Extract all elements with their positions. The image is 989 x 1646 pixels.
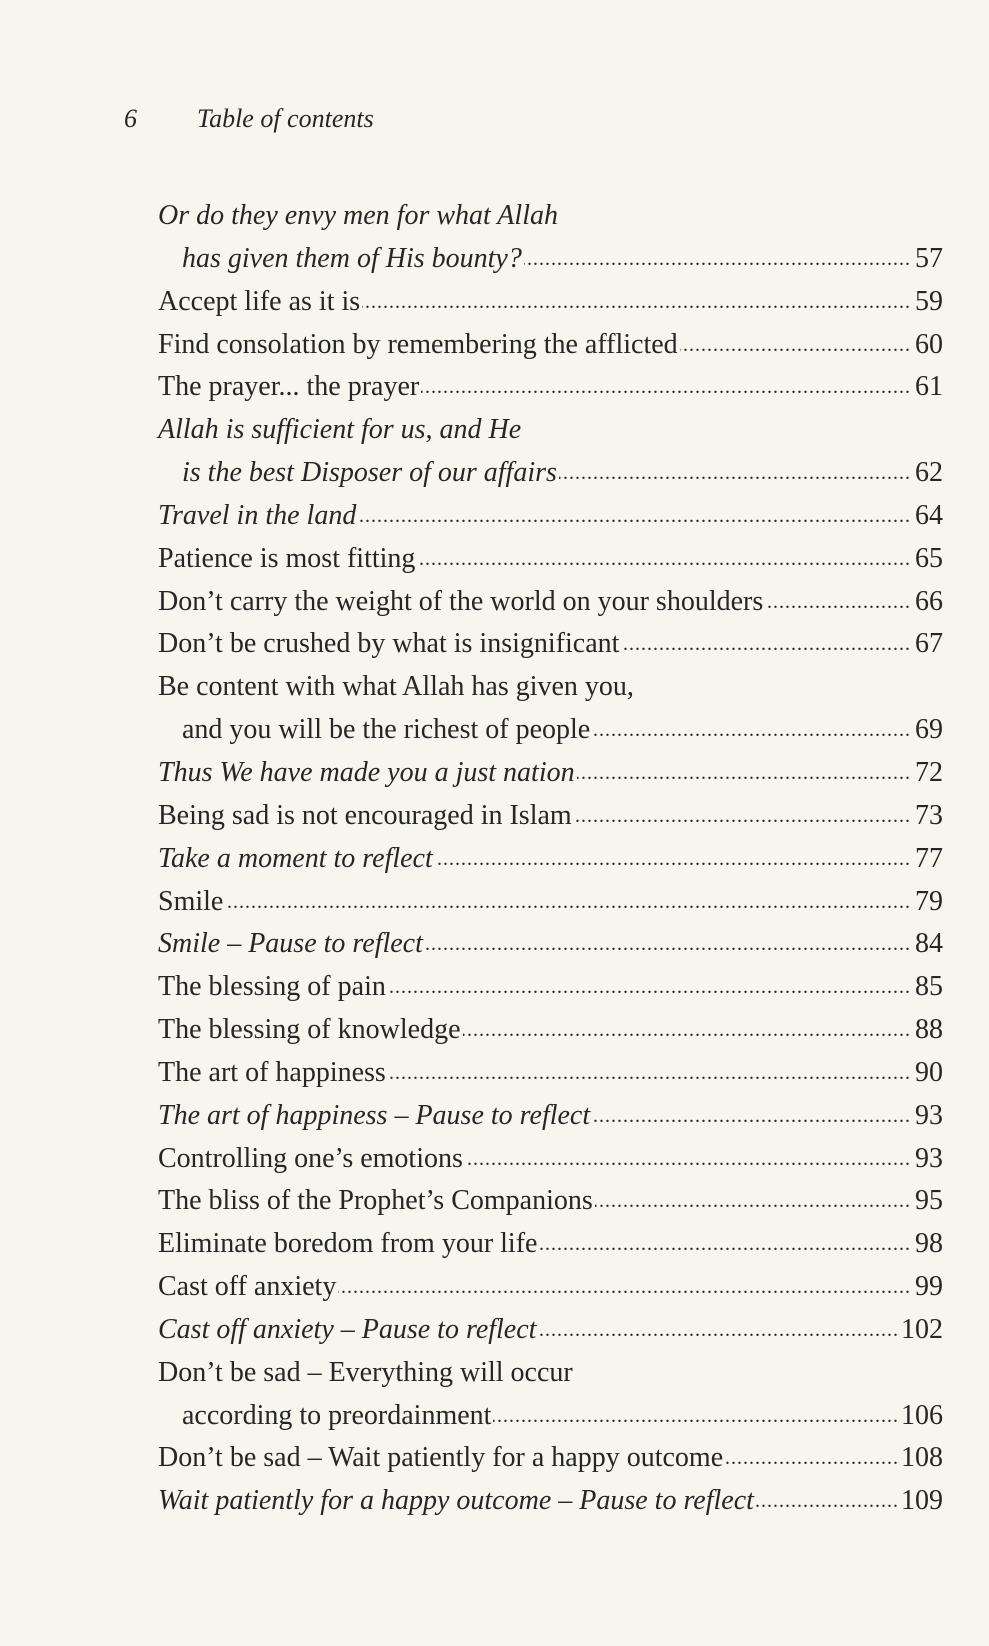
toc-entry[interactable] [158, 495, 943, 538]
entry-page-number: 65 [915, 542, 943, 574]
entry-title: Don’t carry the weight of the world on your shoulders [158, 585, 764, 617]
toc-line [158, 666, 943, 709]
toc-entry[interactable] [158, 923, 943, 966]
toc-entry[interactable] [158, 1095, 943, 1138]
dot-leader [425, 923, 911, 966]
entry-title: Be content with what Allah has given you, [158, 671, 634, 703]
toc-line [158, 623, 943, 666]
entry-title: Take a moment to reflect [158, 842, 433, 874]
toc-entry[interactable] [158, 795, 943, 838]
entry-title: Being sad is not encouraged in Islam [158, 799, 572, 831]
entry-page-number: 108 [901, 1442, 943, 1474]
dot-leader [338, 1266, 911, 1309]
dot-leader [524, 238, 911, 281]
entry-title: Don’t be sad – Everything will occur [158, 1356, 573, 1388]
entry-title: Wait patiently for a happy outcome – Pause to reflect [158, 1485, 754, 1517]
entry-page-number: 61 [915, 371, 943, 403]
entry-page-number: 84 [915, 928, 943, 960]
entry-title: Cast off anxiety – Pause to reflect [158, 1313, 537, 1345]
toc-entry[interactable] [158, 366, 943, 409]
entry-title: Find consolation by remembering the afflicted [158, 328, 678, 360]
toc-entry[interactable] [158, 1180, 943, 1223]
dot-leader [577, 752, 911, 795]
dot-leader [559, 452, 911, 495]
toc-entry[interactable] [158, 409, 943, 495]
toc-entry[interactable] [158, 281, 943, 324]
entry-title: according to preordainment [182, 1399, 492, 1431]
dot-leader [388, 966, 911, 1009]
entry-title: The blessing of knowledge [158, 1014, 461, 1046]
toc-entry[interactable] [158, 195, 943, 281]
dot-leader [756, 1480, 899, 1523]
toc-line [158, 495, 943, 538]
toc-line [158, 324, 943, 367]
entry-page-number: 85 [915, 971, 943, 1003]
toc-entry[interactable] [158, 581, 943, 624]
dot-leader [725, 1437, 899, 1480]
toc-line [158, 452, 943, 495]
dot-leader [539, 1223, 911, 1266]
toc-entry[interactable] [158, 1009, 943, 1052]
entry-title: has given them of His bounty? [182, 242, 522, 274]
toc-line [158, 1223, 943, 1266]
dot-leader [465, 1138, 911, 1181]
toc-entry[interactable] [158, 966, 943, 1009]
entry-title: Travel in the land [158, 499, 357, 531]
dot-leader [417, 538, 911, 581]
toc-line [158, 1395, 943, 1438]
entry-title: The blessing of pain [158, 971, 386, 1003]
entry-page-number: 109 [901, 1485, 943, 1517]
entry-page-number: 77 [915, 842, 943, 874]
entry-page-number: 95 [915, 1185, 943, 1217]
dot-leader [388, 1052, 911, 1095]
toc-line [158, 923, 943, 966]
toc-entry[interactable] [158, 1352, 943, 1438]
entry-title: and you will be the richest of people [182, 714, 591, 746]
toc-entry[interactable] [158, 752, 943, 795]
entry-title: Or do they envy men for what Allah [158, 200, 558, 231]
entry-title: The art of happiness [158, 1056, 386, 1088]
toc-entry[interactable] [158, 1437, 943, 1480]
entry-page-number: 93 [915, 1099, 943, 1131]
toc-line [158, 881, 943, 924]
dot-leader [538, 1309, 899, 1352]
dot-leader [463, 1009, 912, 1052]
toc-entry[interactable] [158, 666, 943, 752]
toc-line [158, 366, 943, 409]
dot-leader [592, 1095, 911, 1138]
entry-page-number: 60 [915, 328, 943, 360]
entry-page-number: 98 [915, 1228, 943, 1260]
entry-page-number: 88 [915, 1014, 943, 1046]
toc-entry[interactable] [158, 324, 943, 367]
entry-page-number: 90 [915, 1056, 943, 1088]
toc-entry[interactable] [158, 838, 943, 881]
toc-entry[interactable] [158, 1266, 943, 1309]
entry-page-number: 67 [915, 628, 943, 660]
entry-page-number: 57 [915, 242, 943, 274]
entry-title: is the best Disposer of our affairs [182, 457, 557, 489]
toc-line [158, 1095, 943, 1138]
entry-page-number: 69 [915, 714, 943, 746]
dot-leader [362, 281, 911, 324]
toc-line [158, 1180, 943, 1223]
toc-line [158, 1309, 943, 1352]
toc-entry[interactable] [158, 881, 943, 924]
toc-entry[interactable] [158, 1480, 943, 1523]
dot-leader [680, 324, 911, 367]
entry-title: Accept life as it is [158, 285, 361, 317]
toc-entry[interactable] [158, 1138, 943, 1181]
toc-line [158, 1266, 943, 1309]
toc-entry[interactable] [158, 623, 943, 666]
toc-line [158, 409, 943, 452]
toc-line [158, 281, 943, 324]
entry-page-number: 59 [915, 285, 943, 317]
dot-leader [225, 881, 911, 924]
dot-leader [765, 581, 911, 624]
entry-title: Patience is most fitting [158, 542, 416, 574]
toc-line [158, 838, 943, 881]
toc-entry[interactable] [158, 1309, 943, 1352]
toc-line [158, 1138, 943, 1181]
entry-page-number: 93 [915, 1142, 943, 1174]
entry-title: Don’t be crushed by what is insignificant [158, 628, 620, 660]
entry-title: Smile – Pause to reflect [158, 928, 423, 960]
entry-title: Smile [158, 885, 224, 917]
dot-leader [592, 709, 911, 752]
entry-title: Don’t be sad – Wait patiently for a happy outcome [158, 1442, 724, 1474]
entry-title: Eliminate boredom from your life [158, 1228, 538, 1260]
entry-page-number: 62 [915, 457, 943, 489]
toc-line [158, 752, 943, 795]
running-header: Table of contents [197, 104, 374, 133]
dot-leader [595, 1180, 911, 1223]
toc-line [158, 709, 943, 752]
page-number: 6 [124, 104, 137, 133]
toc-line [158, 581, 943, 624]
toc-entry[interactable] [158, 1052, 943, 1095]
entry-page-number: 106 [901, 1399, 943, 1431]
dot-leader [493, 1395, 899, 1438]
entry-page-number: 64 [915, 499, 943, 531]
dot-leader [621, 623, 911, 666]
toc-entry[interactable] [158, 538, 943, 581]
entry-page-number: 73 [915, 799, 943, 831]
entry-title: Controlling one’s emotions [158, 1142, 463, 1174]
dot-leader [435, 838, 911, 881]
entry-page-number: 102 [901, 1313, 943, 1345]
toc-line [158, 238, 943, 281]
toc-line [158, 966, 943, 1009]
entry-title: Allah is sufficient for us, and He [158, 414, 522, 446]
entry-title: The art of happiness – Pause to reflect [158, 1099, 591, 1131]
toc-line [158, 795, 943, 838]
toc-line [158, 1009, 943, 1052]
entry-title: The bliss of the Prophet’s Companions [158, 1185, 593, 1217]
dot-leader [421, 366, 911, 409]
toc-line [158, 1437, 943, 1480]
toc-line [158, 1052, 943, 1095]
toc-line [158, 538, 943, 581]
table-of-contents [158, 195, 943, 1523]
entry-page-number: 72 [915, 756, 943, 788]
dot-leader [574, 795, 911, 838]
entry-title: The prayer... the prayer [158, 371, 420, 403]
entry-page-number: 66 [915, 585, 943, 617]
toc-entry[interactable] [158, 1223, 943, 1266]
entry-title: Cast off anxiety [158, 1271, 337, 1303]
entry-page-number: 79 [915, 885, 943, 917]
entry-title: Thus We have made you a just nation [158, 756, 575, 788]
toc-line [158, 195, 943, 238]
dot-leader [358, 495, 911, 538]
entry-page-number: 99 [915, 1271, 943, 1303]
toc-line [158, 1352, 943, 1395]
toc-line [158, 1480, 943, 1523]
